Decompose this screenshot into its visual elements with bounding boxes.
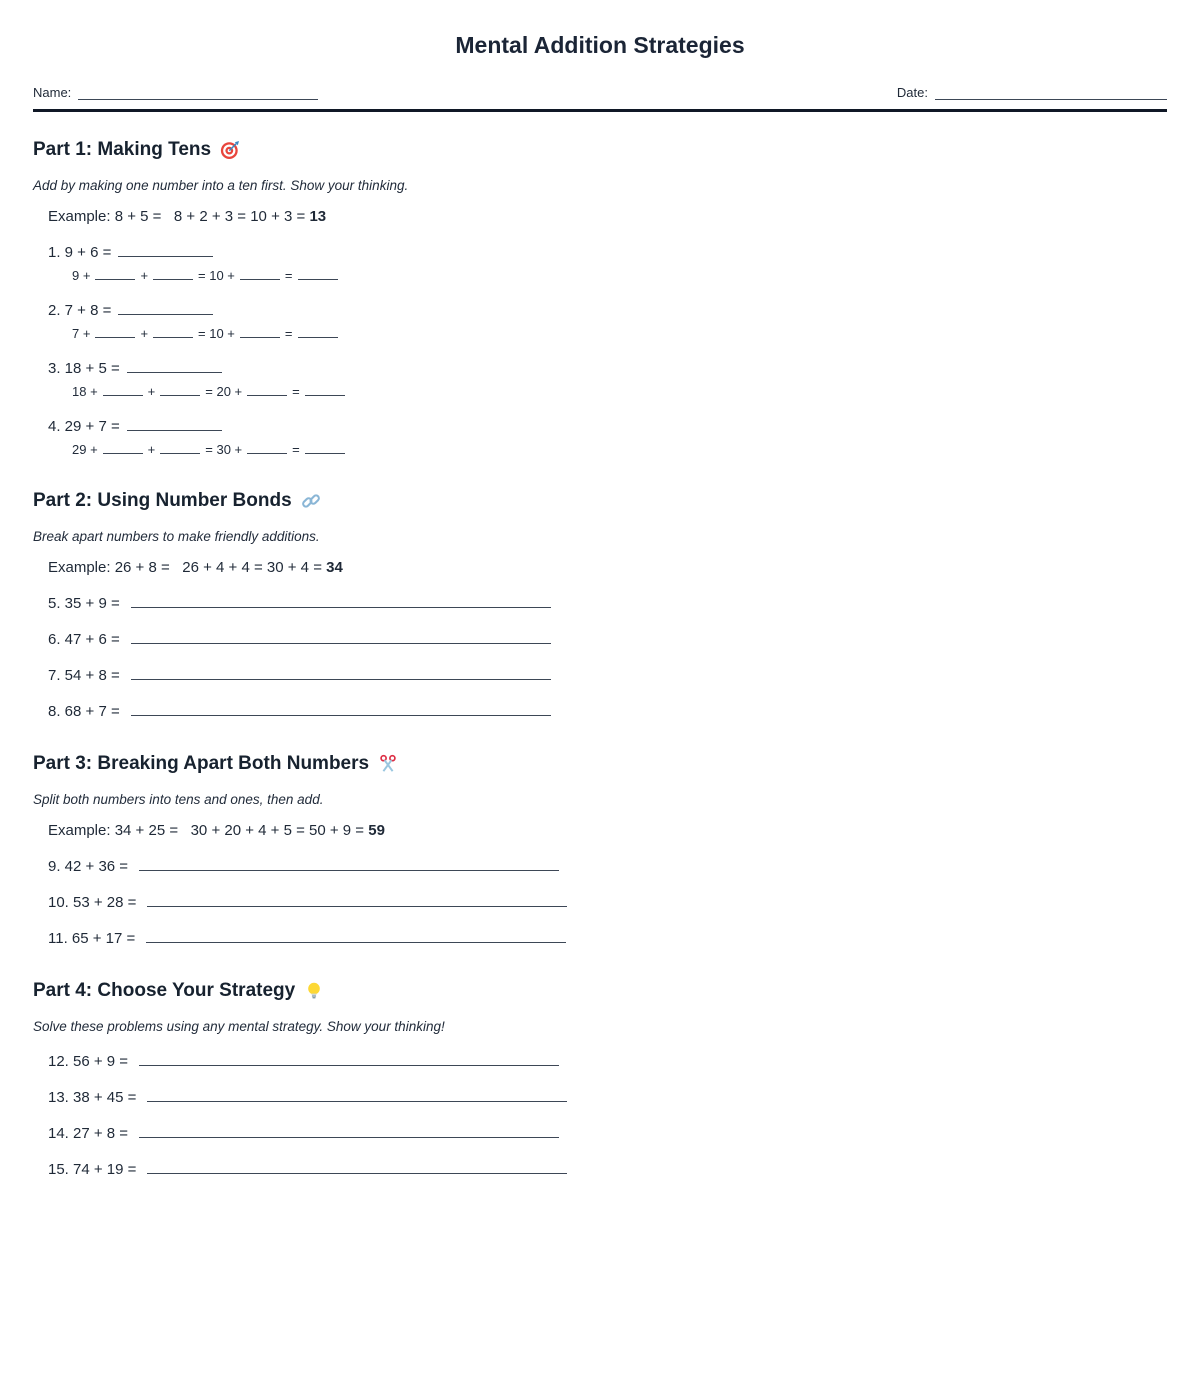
- work-blank: [247, 385, 287, 396]
- work-blank: [240, 327, 280, 338]
- work-text: = 20 +: [205, 384, 243, 399]
- page-title: Mental Addition Strategies: [455, 32, 745, 58]
- problem-12-label: 12. 56 + 9 =: [48, 1053, 129, 1070]
- part2-example: [33, 559, 1167, 576]
- problem-7-label: 7. 54 + 8 =: [48, 667, 120, 684]
- work-text: =: [292, 384, 300, 399]
- work-text: = 30 +: [205, 442, 243, 457]
- problem-8-answer-blank: [131, 702, 551, 716]
- problem-14: [33, 1124, 1167, 1142]
- work-blank: [305, 443, 345, 454]
- work-blank: [95, 327, 135, 338]
- problem-1-work-line: [33, 268, 1167, 283]
- problem-9-label: 9. 42 + 36 =: [48, 858, 129, 875]
- problem-11-label: 11. 65 + 17 =: [48, 930, 136, 947]
- part2-example-text: Example: 26 + 8 = 26 + 4 + 4 = 30 + 4 =: [48, 559, 327, 576]
- problem-14-label: 14. 27 + 8 =: [48, 1125, 129, 1142]
- work-blank: [240, 269, 280, 280]
- part4-heading-text: Part 4: Choose Your Strategy: [33, 980, 296, 1001]
- work-text: =: [284, 326, 293, 341]
- part1-instruction: Add by making one number into a ten first. Show your thinking.: [33, 178, 409, 193]
- problem-11: [33, 929, 1167, 947]
- problem-2: [33, 301, 1167, 341]
- problem-5-answer-blank: [131, 594, 551, 608]
- problem-14-answer-blank: [139, 1124, 559, 1138]
- part3-example: [33, 822, 1167, 839]
- problem-5: [33, 594, 1167, 612]
- problem-7-answer-blank: [131, 666, 551, 680]
- part4-instruction: Solve these problems using any mental strategy. Show your thinking!: [33, 1019, 445, 1034]
- part2-heading-text: Part 2: Using Number Bonds: [33, 490, 292, 511]
- part3-example-answer: 59: [368, 822, 385, 839]
- work-blank: [153, 327, 193, 338]
- problem-2-answer-blank: [118, 301, 213, 315]
- problem-1: [33, 243, 1167, 283]
- part1-heading: [33, 139, 1167, 161]
- part1-example-text: Example: 8 + 5 = 8 + 2 + 3 = 10 + 3 =: [48, 208, 310, 225]
- work-blank: [160, 385, 200, 396]
- date-blank: [935, 87, 1167, 100]
- work-blank: [247, 443, 287, 454]
- problem-3-answer-blank: [127, 359, 222, 373]
- problem-2-label: 2. 7 + 8 =: [48, 302, 112, 319]
- work-text: +: [140, 326, 149, 341]
- work-text: 18 +: [72, 384, 98, 399]
- problem-6: [33, 630, 1167, 648]
- problem-7: [33, 666, 1167, 684]
- work-blank: [103, 443, 143, 454]
- date-field: [897, 85, 1167, 100]
- problem-5-label: 5. 35 + 9 =: [48, 595, 120, 612]
- part3-example-text: Example: 34 + 25 = 30 + 20 + 4 + 5 = 50 + 9 =: [48, 822, 369, 839]
- link-icon: [301, 491, 321, 511]
- problem-4-answer-blank: [127, 417, 222, 431]
- work-text: 29 +: [72, 442, 98, 457]
- header-divider: [33, 109, 1167, 112]
- work-blank: [298, 269, 338, 280]
- part3-instruction: Split both numbers into tens and ones, then add.: [33, 792, 324, 807]
- work-blank: [153, 269, 193, 280]
- problem-11-answer-blank: [146, 929, 566, 943]
- work-blank: [95, 269, 135, 280]
- work-text: = 10 +: [198, 326, 235, 341]
- problem-15-label: 15. 74 + 19 =: [48, 1161, 137, 1178]
- problem-4: [33, 417, 1167, 457]
- problem-8: [33, 702, 1167, 720]
- part3-heading-text: Part 3: Breaking Apart Both Numbers: [33, 753, 370, 774]
- problem-9: [33, 857, 1167, 875]
- part2-example-answer: 34: [326, 559, 343, 576]
- part3-heading: [33, 753, 1167, 775]
- name-date-row: [33, 85, 1167, 100]
- work-text: = 10 +: [198, 268, 235, 283]
- work-blank: [160, 443, 200, 454]
- problem-1-label: 1. 9 + 6 =: [48, 244, 112, 261]
- part1-example: [33, 208, 1167, 225]
- work-text: 7 +: [72, 326, 91, 341]
- part2-instruction: Break apart numbers to make friendly additions.: [33, 529, 320, 544]
- problem-13-label: 13. 38 + 45 =: [48, 1089, 137, 1106]
- target-icon: [220, 140, 240, 160]
- scissors-icon: [378, 754, 398, 774]
- part1-heading-text: Part 1: Making Tens: [33, 139, 212, 160]
- problem-10-answer-blank: [147, 893, 567, 907]
- problem-6-answer-blank: [131, 630, 551, 644]
- problem-10-label: 10. 53 + 28 =: [48, 894, 137, 911]
- work-text: 9 +: [72, 268, 91, 283]
- work-blank: [298, 327, 338, 338]
- work-text: +: [140, 268, 149, 283]
- problem-12: [33, 1052, 1167, 1070]
- work-blank: [103, 385, 143, 396]
- problem-3: [33, 359, 1167, 399]
- part4-heading: [33, 980, 1167, 1002]
- name-blank: [78, 87, 318, 100]
- problem-13-answer-blank: [147, 1088, 567, 1102]
- work-text: =: [292, 442, 300, 457]
- problem-15: [33, 1160, 1167, 1178]
- work-text: +: [147, 384, 156, 399]
- date-label: Date:: [896, 85, 928, 100]
- problem-12-answer-blank: [139, 1052, 559, 1066]
- lightbulb-icon: [304, 981, 324, 1001]
- work-blank: [305, 385, 345, 396]
- part2-heading: [33, 490, 1167, 512]
- problem-13: [33, 1088, 1167, 1106]
- work-text: +: [147, 442, 156, 457]
- problem-8-label: 8. 68 + 7 =: [48, 703, 120, 720]
- name-field: [33, 85, 318, 100]
- problem-6-label: 6. 47 + 6 =: [48, 631, 120, 648]
- problem-15-answer-blank: [147, 1160, 567, 1174]
- problem-4-work-line: [33, 442, 1167, 457]
- problem-3-work-line: [33, 384, 1167, 399]
- name-label: Name:: [33, 85, 72, 100]
- problem-3-label: 3. 18 + 5 =: [48, 360, 120, 377]
- problem-4-label: 4. 29 + 7 =: [48, 418, 120, 435]
- problem-2-work-line: [33, 326, 1167, 341]
- problem-10: [33, 893, 1167, 911]
- work-text: =: [284, 268, 293, 283]
- problem-9-answer-blank: [139, 857, 559, 871]
- part1-example-answer: 13: [309, 208, 327, 225]
- problem-1-answer-blank: [118, 243, 213, 257]
